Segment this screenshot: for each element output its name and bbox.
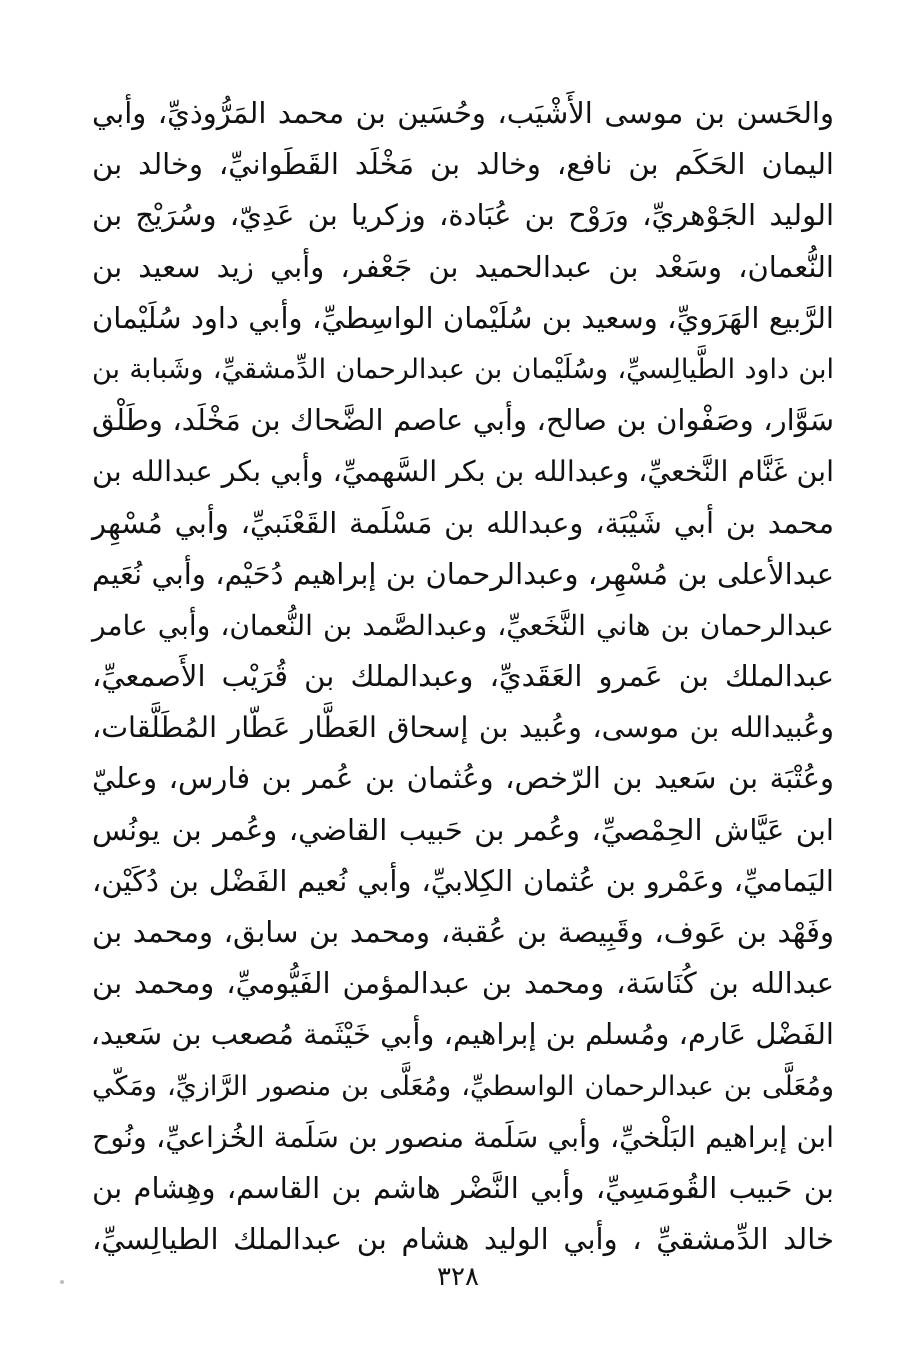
text-line: اليَماميِّ، وعَمْرو بن عُثمان الكِلابيِّ، وأبي نُعيم الفَضْل بن دُكَيْن، [92, 863, 834, 898]
page-number: ٣٢٨ [437, 1262, 479, 1292]
text-line: وعُتْبَة بن سَعيد بن الرّخص، وعُثمان بن عُمر بن فارس، وعليّ [92, 761, 834, 796]
text-line: عبدالملك بن عَمرو العَقَديِّ، وعبدالملك بن قُرَيْب الأَصمعيِّ، [92, 659, 834, 694]
text-line: والحَسن بن موسى الأَشْيَب، وحُسَين بن محمد المَرُّوذيِّ، وأبي [92, 96, 834, 130]
text-line: عبدالأعلى بن مُسْهِر، وعبدالرحمان بن إبراهيم دُحَيْم، وأبي نُعَيم [92, 556, 834, 591]
text-line: عبدالرحمان بن هاني النَّخَعيِّ، وعبدالصَّمد بن النُّعمان، وأبي عامر [92, 608, 834, 642]
body-text [92, 88, 834, 1265]
text-line: وفَهْد بن عَوف، وقَبِيصة بن عُقبة، ومحمد بن سابق، ومحمد بن [92, 915, 834, 949]
text-line: ابن غَنَّام النَّخعيِّ، وعبدالله بن بكر السَّهميِّ، وأبي بكر عبدالله بن [92, 455, 834, 489]
text-line: وعُبيدالله بن موسى، وعُبيد بن إسحاق العَطَّار عَطّار المُطَلَّقات، [92, 711, 834, 745]
text-line: الفَضْل عَارم، ومُسلم بن إبراهيم، وأبي خَيْثَمة مُصعب بن سَعيد، [90, 1017, 834, 1052]
text-line: عبدالله بن كُنَاسَة، ومحمد بن عبدالمؤمن الفَيُّوميِّ، ومحمد بن [92, 966, 834, 1001]
text-line: النُّعمان، وسَعْد بن عبدالحميد بن جَعْفر، وأبي زيد سعيد بن [92, 249, 834, 284]
text-line: الرَّبيع الهَرَويِّ، وسعيد بن سُلَيْمان الواسِطيِّ، وأبي داود سُلَيْمان [92, 300, 834, 335]
text-line: بن حَبيب القُومَسِيِّ، وأبي النَّضْر هاشم بن القاسم، وهِشام بن [92, 1170, 834, 1205]
text-line: خالد الدِّمشقيِّ ، وأبي الوليد هشام بن عبدالملك الطيالِسيِّ، [92, 1222, 834, 1257]
text-line: ابن عَيَّاش الحِمْصيِّ، وعُمر بن حَبيب القاضي، وعُمر بن يونُس [92, 812, 834, 847]
text-line: الوليد الجَوْهريِّ، ورَوْح بن عُبَادة، وزكريا بن عَدِيّ، وسُرَيْج بن [92, 198, 834, 233]
text-line: محمد بن أبي شَيْبَة، وعبدالله بن مَسْلَمة القَعْنَبيِّ، وأبي مُسْهِر [92, 505, 834, 540]
scan-speck [60, 1280, 64, 1284]
text-line: ابن داود الطَّيالِسيِّ، وسُلَيْمان بن عبدالرحمان الدِّمشقيِّ، وشَبابة بن [92, 353, 834, 385]
text-line: اليمان الحَكَم بن نافع، وخالد بن مَخْلَد القَطَوانيِّ، وخالد بن [92, 147, 834, 182]
text-line: ومُعَلَّى بن عبدالرحمان الواسطيِّ، ومُعَلَّى بن منصور الرَّازيِّ، ومَكّي [92, 1070, 834, 1102]
text-line: ابن إبراهيم البَلْخيِّ، وأبي سَلَمة منصور بن سَلَمة الخُزاعيِّ، ونُوح [92, 1120, 834, 1154]
text-line: سَوَّار، وصَفْوان بن صالح، وأبي عاصم الضَّحاك بن مَخْلَد، وطَلْق [92, 403, 834, 438]
